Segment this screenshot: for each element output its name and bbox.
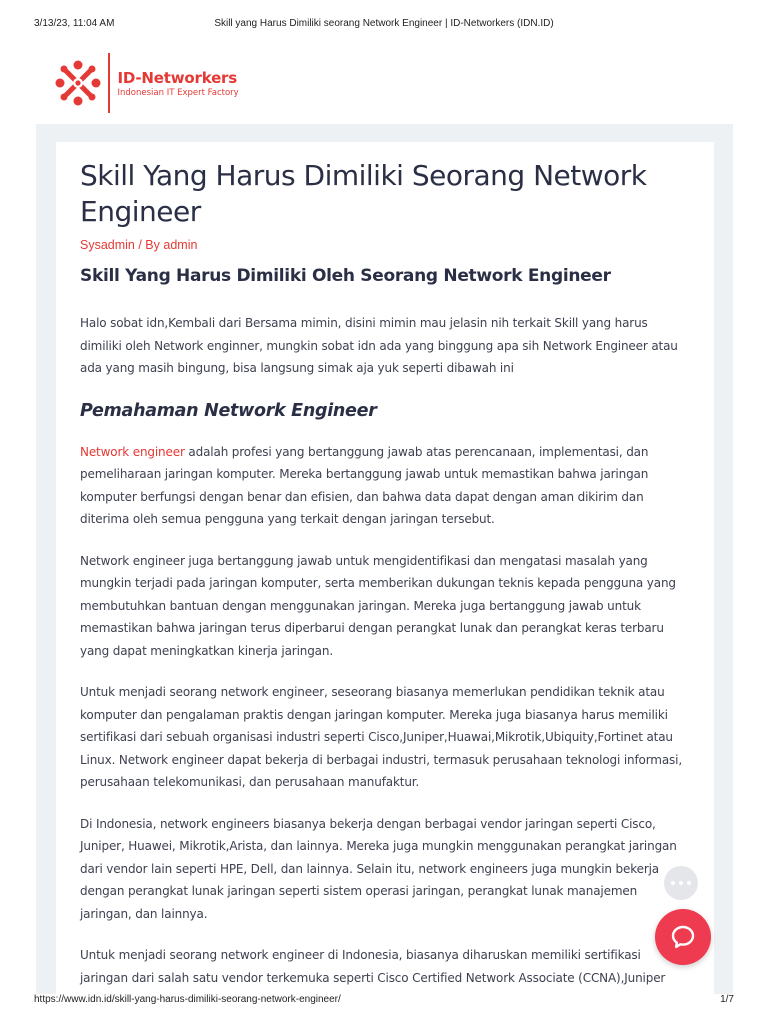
section-heading: Pemahaman Network Engineer	[80, 400, 377, 421]
article-subtitle: Skill Yang Harus Dimiliki Oleh Seorang Network Engineer	[80, 266, 611, 286]
print-footer	[0, 994, 768, 1024]
logo-tagline: Indonesian IT Expert Factory	[117, 87, 239, 98]
print-header	[0, 0, 768, 44]
category-link[interactable]: Sysadmin	[80, 238, 135, 252]
more-options-button[interactable]	[664, 866, 698, 900]
chat-button[interactable]	[655, 909, 711, 965]
print-url: https://www.idn.id/skill-yang-harus-dimiliki-seorang-network-engineer/	[34, 994, 341, 1005]
idn-logo-icon	[54, 59, 102, 107]
logo-name: ID-Networkers	[117, 68, 237, 87]
paragraph-5: Untuk menjadi seorang network engineer di Indonesia, biasanya diharuskan memiliki sertifikasi jaringan dari salah satu vendor terkemuka seperti Cisco Certified Network Associate (CCNA),Juniper	[80, 948, 666, 985]
network-engineer-link[interactable]: Network engineer	[80, 444, 185, 459]
paragraph-3: Untuk menjadi seorang network engineer, seseorang biasanya memerlukan pendidikan teknik atau komputer dan pengalaman praktis dengan jaringan komputer. Mereka juga biasanya harus memiliki sertifikasi dari sebuah organisasi industri seperti Cisco,Juniper,Huawai,Mikrotik,Ubiquity,Fortinet atau Linux. Network engineer dapat bekerja di berbagai industri, termasuk perusahaan teknologi informasi, perusahaan telekomunikasi, dan perusahaan manufaktur.	[80, 685, 682, 789]
intro-paragraph: Halo sobat idn,Kembali dari Bersama mimin, disini mimin mau jelasin nih terkait Skill yang harus dimiliki oleh Network enginner, mungkin sobat idn ada yang binggung apa sih Network Engineer atau ada yang masih bingung, bisa langsung simak aja yuk seperti dibawah ini	[80, 316, 678, 375]
article-card	[56, 142, 714, 994]
article-meta	[80, 238, 692, 252]
paragraph-2: Network engineer juga bertanggung jawab untuk mengidentifikasi dan mengatasi masalah yang mungkin terjadi pada jaringan komputer, serta memberikan dukungan teknis kepada pengguna yang membutuhkan bantuan dengan menggunakan jaringan. Mereka juga bertanggung jawab untuk memastikan bahwa jaringan terus diperbarui dengan perangkat lunak dan perangkat keras terbaru yang dapat meningkatkan kinerja jaringan.	[80, 553, 676, 658]
site-header	[0, 44, 768, 124]
paragraph-1-text: adalah profesi yang bertanggung jawab atas perencanaan, implementasi, dan pemeliharaan jaringan komputer. Mereka bertanggung jawab untuk memastikan bahwa jaringan komputer berfungsi dengan benar dan efisien, dan bahwa data dapat dengan aman dikirim dan diterima oleh semua pengguna yang terkait dengan jaringan tersebut.	[80, 444, 649, 526]
meta-separator: / By	[134, 238, 164, 252]
more-dots-icon	[679, 881, 683, 885]
article-title: Skill Yang Harus Dimiliki Seorang Network Engineer	[80, 159, 647, 228]
print-document-title: Skill yang Harus Dimiliki seorang Network Engineer | ID-Networkers (IDN.ID)	[214, 18, 554, 29]
logo-text	[118, 69, 239, 98]
logo-divider	[108, 53, 110, 113]
print-datetime: 3/13/23, 11:04 AM	[34, 18, 115, 29]
more-dots-icon	[687, 881, 691, 885]
page-indicator: 1/7	[720, 994, 734, 1005]
author-link[interactable]: admin	[163, 238, 198, 252]
site-logo[interactable]	[54, 54, 239, 112]
paragraph-1	[80, 441, 692, 531]
more-dots-icon	[671, 881, 675, 885]
article-body	[80, 158, 692, 994]
paragraph-4: Di Indonesia, network engineers biasanya bekerja dengan berbagai vendor jaringan seperti Cisco, Juniper, Huawei, Mikrotik,Arista, dan lainnya. Mereka juga mungkin menggunakan perangkat jaringan dari vendor lain seperti HPE, Dell, dan lainnya. Selain itu, network engineers juga mungkin bekerja dengan perangkat lunak jaringan seperti sistem operasi jaringan, perangkat lunak manajemen jaringan, dan lainnya.	[80, 816, 677, 921]
chat-bubble-icon	[670, 924, 696, 950]
